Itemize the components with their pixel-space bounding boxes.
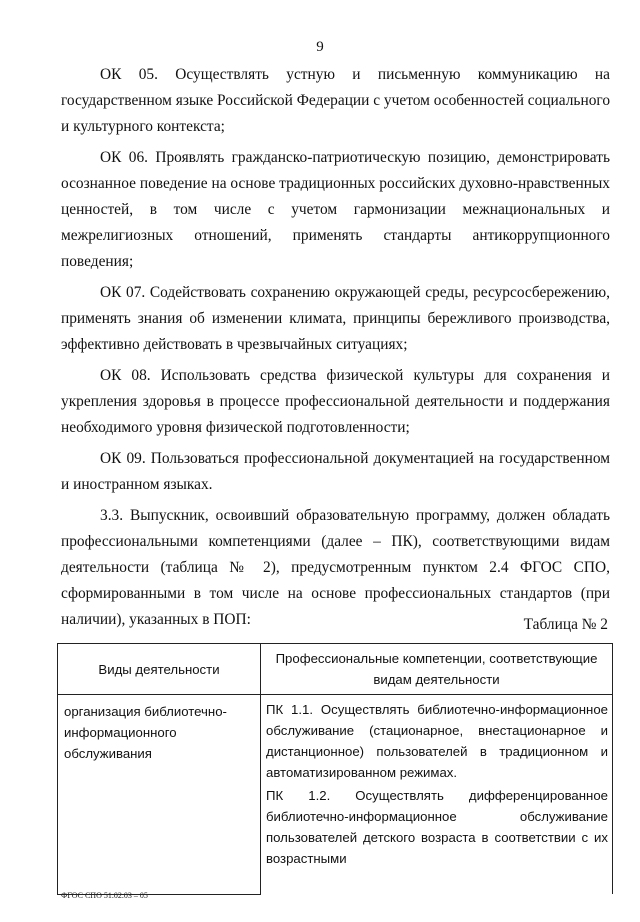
competency-pk-1-1: ПК 1.1. Осуществлять библиотечно-информационное обслуживание (стационарное, внестационарное и дистанционное) пользователей в традиционном и автоматизированном режимах. [266,702,608,780]
competency-pk-1-2: ПК 1.2. Осуществлять дифференцированное библиотечно-информационное обслуживание пользователей детского возраста в соответствии с их возрастными [266,788,608,866]
table-row [58,695,613,895]
table-caption: Таблица № 2 [523,616,608,633]
body-text [61,62,610,638]
table-header-row [58,644,613,695]
paragraph-ok-08: ОК 08. Использовать средства физической культуры для сохранения и укрепления здоровья в процессе профессиональной деятельности и поддержания необходимого уровня физической подготовленности; [61,367,610,436]
cell-activity: организация библиотечно-информационного обслуживания [58,695,261,895]
page-number: 9 [316,39,324,55]
paragraph-3-3: 3.3. Выпускник, освоивший образовательную программу, должен обладать профессиональными компетенциями (далее – ПК), соответствующими видам деятельности (таблица № 2), предусмотренным пунктом 2.4 ФГОС СПО, сформированными в том числе на основе профессиональных стандартов (при наличии), указанных в ПОП: [61,507,610,628]
header-competencies: Профессиональные компетенции, соответствующие видам деятельности [261,644,613,695]
paragraph-ok-07: ОК 07. Содействовать сохранению окружающей среды, ресурсосбережению, применять знания об изменении климата, принципы бережливого производства, эффективно действовать в чрезвычайных ситуациях; [61,284,610,353]
footer-code: ФГОС СПО 51.02.03 – 05 [61,891,148,900]
paragraph-ok-05: ОК 05. Осуществлять устную и письменную коммуникацию на государственном языке Российской Федерации с учетом особенностей социального и культурного контекста; [61,66,611,135]
cell-competencies [261,695,613,895]
paragraph-ok-06: ОК 06. Проявлять гражданско-патриотическую позицию, демонстрировать осознанное поведение на основе традиционных российских духовно-нравственных ценностей, в том числе с учетом гармонизации межнациональных и межрелигиозных отношений, применять стандарты антикоррупционного поведения; [61,149,610,270]
header-activity: Виды деятельности [58,644,261,695]
paragraph-ok-09: ОК 09. Пользоваться профессиональной документацией на государственном и иностранном языках. [61,450,610,493]
competency-table [57,643,613,895]
